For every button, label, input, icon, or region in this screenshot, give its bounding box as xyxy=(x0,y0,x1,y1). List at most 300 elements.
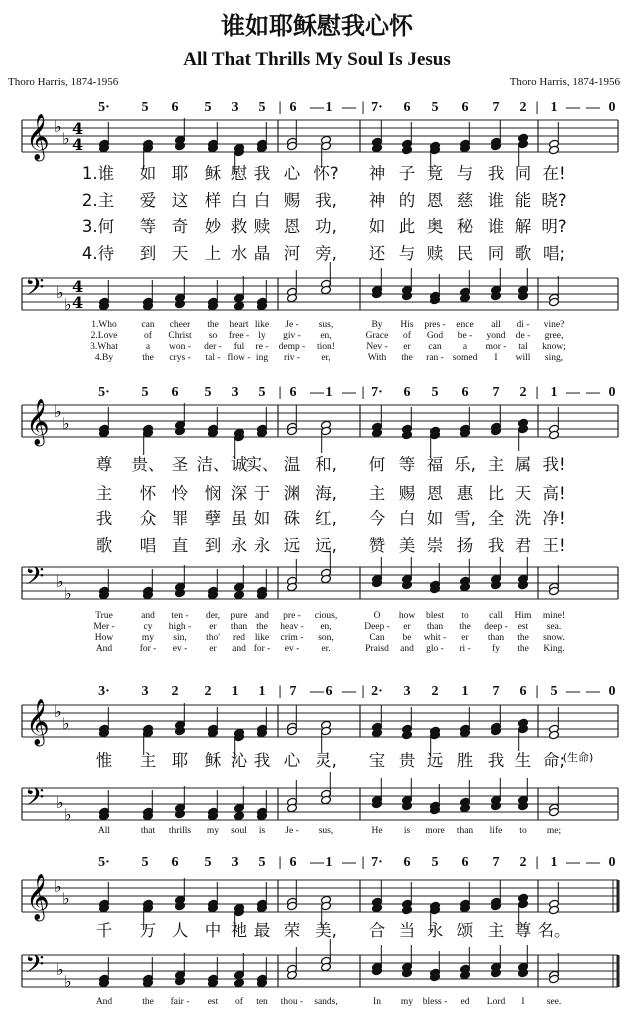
jianpu-note: 6 xyxy=(171,855,179,870)
lyric-syllable: 如 xyxy=(253,509,271,528)
jianpu-note: 6 xyxy=(519,684,527,699)
lyric-syllable: 颂 xyxy=(456,921,474,940)
lyric-word: snow. xyxy=(543,633,565,643)
flat-icon: ♭ xyxy=(64,805,72,824)
jianpu-note: 7 xyxy=(492,855,500,870)
jianpu-note: — xyxy=(586,855,600,870)
lyric-syllable: 谁 xyxy=(487,217,505,236)
lyric-word: King. xyxy=(543,644,565,654)
english-lyric-line xyxy=(0,353,634,365)
lyric-syllable: 全 xyxy=(487,509,505,528)
jianpu-note: — xyxy=(566,855,580,870)
lyric-word: whit - xyxy=(423,633,447,643)
jianpu-barline: | xyxy=(361,684,365,699)
lyric-syllable: 耶 xyxy=(171,751,189,770)
lyric-word: my xyxy=(141,633,155,643)
lyric-syllable: 心 xyxy=(283,164,301,183)
lyric-syllable: 万 xyxy=(139,921,157,940)
flat-icon: ♭ xyxy=(62,889,70,908)
lyric-syllable: 我 xyxy=(253,164,271,183)
lyric-word: can xyxy=(141,320,155,330)
lyric-syllable: 在! xyxy=(542,164,566,183)
lyric-word: will xyxy=(515,353,531,363)
lyric-word: and xyxy=(232,644,246,654)
jianpu-note: — xyxy=(342,385,356,400)
lyric-syllable: 和, xyxy=(315,455,337,474)
lyric-word: I xyxy=(521,997,525,1007)
lyric-word: er. xyxy=(321,644,331,654)
lyric-word: than xyxy=(230,622,248,632)
jianpu-note: 1 xyxy=(461,684,469,699)
jianpu-note: 6 xyxy=(171,100,179,115)
lyric-syllable: 属 xyxy=(514,455,532,474)
jianpu-note: 1 xyxy=(550,100,558,115)
jianpu-note: 2 xyxy=(519,100,527,115)
lyric-word: the xyxy=(401,353,413,363)
lyric-word: Praisd xyxy=(365,644,389,654)
lyric-syllable: 秘 xyxy=(456,217,474,236)
lyric-syllable: 稣 xyxy=(204,164,222,183)
hymn-title-english: All That Thrills My Soul Is Jesus xyxy=(183,49,451,70)
lyric-syllable: 奇 xyxy=(171,217,189,236)
jianpu-note: 5 xyxy=(431,100,439,115)
time-signature: 4 xyxy=(72,119,84,138)
lyric-syllable: 君 xyxy=(514,536,532,555)
lyric-word: than xyxy=(456,826,474,836)
lyric-word: of xyxy=(235,997,243,1007)
chinese-lyric-line xyxy=(0,532,634,555)
lyric-syllable: 白 xyxy=(230,191,248,210)
jianpu-note: 6 xyxy=(325,684,333,699)
jianpu-note: 7 xyxy=(289,684,297,699)
jianpu-row xyxy=(0,100,634,116)
lyric-word: soul xyxy=(231,826,247,836)
lyric-word: 2.Love xyxy=(90,331,118,341)
lyric-word: like xyxy=(254,320,270,330)
lyric-syllable: 谁 xyxy=(487,191,505,210)
lyric-syllable: 子 xyxy=(398,164,416,183)
lyric-syllable: 主 xyxy=(368,484,386,503)
chinese-lyric-line xyxy=(0,187,634,210)
lyric-word: de - xyxy=(515,331,531,341)
lyric-syllable: 此 xyxy=(398,217,416,236)
lyric-syllable: 水 xyxy=(230,244,248,263)
lyric-syllable: 于 xyxy=(253,484,271,503)
lyric-word: of xyxy=(144,331,152,341)
bass-staff xyxy=(0,274,634,324)
lyric-word: tal - xyxy=(205,353,221,363)
lyric-syllable: 美, xyxy=(315,921,337,940)
lyric-word: Deep - xyxy=(364,622,390,632)
lyric-word: I xyxy=(494,353,498,363)
lyric-syllable: 命; xyxy=(542,751,566,770)
lyric-syllable: 沁 xyxy=(230,751,248,770)
lyric-syllable: 主 xyxy=(487,455,505,474)
jianpu-note: — xyxy=(310,385,324,400)
lyric-syllable: 如 xyxy=(426,509,444,528)
lyric-syllable: 歌 xyxy=(95,536,113,555)
lyric-word: Christ xyxy=(168,331,192,341)
jianpu-note: 5 xyxy=(204,100,212,115)
jianpu-note: 5 xyxy=(258,385,266,400)
lyric-syllable: 白 xyxy=(253,191,271,210)
lyric-syllable: 最 xyxy=(253,921,271,940)
lyric-syllable: 恩 xyxy=(283,217,301,236)
lyric-word: know; xyxy=(542,342,566,352)
lyric-word: Mer - xyxy=(93,622,115,632)
lyric-word: the xyxy=(207,320,219,330)
flat-icon: ♭ xyxy=(56,793,64,812)
lyric-word: the xyxy=(517,644,529,654)
lyric-syllable: 惠 xyxy=(456,484,474,503)
jianpu-note: 5 xyxy=(431,855,439,870)
lyric-word: sus, xyxy=(318,320,334,330)
jianpu-barline: | xyxy=(361,100,365,115)
lyric-syllable: 宝 xyxy=(368,751,386,770)
lyric-word: ran - xyxy=(426,353,444,363)
lyric-syllable: 恩 xyxy=(426,191,444,210)
lyric-word: er xyxy=(209,644,217,654)
hymn-title-chinese: 谁如耶稣慰我心怀 xyxy=(221,12,413,40)
lyric-word: All xyxy=(97,826,111,836)
lyric-syllable: 千 xyxy=(95,921,113,940)
lyric-syllable: 同 xyxy=(514,164,532,183)
lyric-word: ten xyxy=(256,997,268,1007)
jianpu-note: 1 xyxy=(325,385,333,400)
lyric-syllable: 慈 xyxy=(456,191,474,210)
lyric-syllable: 如 xyxy=(368,217,386,236)
lyric-word: the xyxy=(256,622,268,632)
lyric-syllable: 我 xyxy=(487,536,505,555)
chinese-lyric-line xyxy=(0,160,634,183)
note-head xyxy=(234,978,245,988)
lyric-syllable: 名。 xyxy=(537,921,571,940)
lyric-syllable: 生 xyxy=(514,751,532,770)
lyric-syllable: 明? xyxy=(541,217,567,236)
jianpu-note: 3 xyxy=(231,385,239,400)
note-head xyxy=(234,590,245,600)
lyric-word: ev - xyxy=(284,644,300,654)
lyric-syllable: 永 xyxy=(426,921,444,940)
jianpu-note: 3 xyxy=(141,684,149,699)
lyric-syllable: 远, xyxy=(315,536,337,555)
lyric-word: In xyxy=(373,997,381,1007)
note-head xyxy=(234,811,245,821)
lyric-syllable: 虽 xyxy=(230,509,248,528)
lyric-word: di - xyxy=(516,320,530,330)
lyric-syllable: 何 xyxy=(368,455,386,474)
lyric-syllable: 净! xyxy=(542,509,566,528)
lyric-word: fair - xyxy=(170,997,190,1007)
lyric-syllable: 诚 xyxy=(230,455,248,474)
lyric-word: call xyxy=(489,611,503,621)
lyric-syllable: 我! xyxy=(542,455,566,474)
jianpu-note: 3· xyxy=(98,684,110,699)
lyric-word: 3.What xyxy=(90,342,118,352)
lyric-word: sea. xyxy=(546,622,562,632)
lyric-syllable: 赎 xyxy=(426,244,444,263)
lyric-word: a xyxy=(145,342,151,352)
jianpu-note: 6 xyxy=(403,100,411,115)
lyric-syllable: 扬 xyxy=(456,536,474,555)
lyric-syllable: 实、 xyxy=(245,455,279,474)
lyric-word: crys - xyxy=(169,353,191,363)
lyric-syllable: 贵、 xyxy=(131,455,165,474)
jianpu-note: 5 xyxy=(431,385,439,400)
lyric-word: pre - xyxy=(283,611,301,621)
lyric-word: ful xyxy=(233,342,245,352)
lyric-syllable: 远 xyxy=(426,751,444,770)
jianpu-note: 6 xyxy=(403,855,411,870)
jianpu-note: 3 xyxy=(231,855,239,870)
lyric-word: and xyxy=(141,611,155,621)
chinese-lyric-line xyxy=(0,480,634,503)
jianpu-note: 5· xyxy=(98,100,110,115)
treble-clef-icon: 𝄞 xyxy=(26,114,50,160)
lyric-word: ed xyxy=(460,997,470,1007)
flat-icon: ♭ xyxy=(54,117,62,136)
lyric-syllable: 我 xyxy=(95,509,113,528)
lyric-syllable: 奥 xyxy=(426,217,444,236)
lyric-syllable: 赞 xyxy=(368,536,386,555)
jianpu-note: 5 xyxy=(204,855,212,870)
jianpu-note: 2 xyxy=(204,684,212,699)
flat-icon: ♭ xyxy=(54,877,62,896)
lyric-word: ence xyxy=(456,320,474,330)
lyric-syllable: 唱 xyxy=(139,536,157,555)
chinese-lyric-line xyxy=(0,240,634,263)
jianpu-note: 3 xyxy=(231,100,239,115)
lyric-syllable: 悯 xyxy=(204,484,222,503)
jianpu-note: 5 xyxy=(141,855,149,870)
lyric-word: By xyxy=(371,320,383,330)
lyric-word: crim - xyxy=(280,633,304,643)
lyric-word: like xyxy=(254,633,270,643)
lyric-syllable: 4.待 xyxy=(81,244,115,263)
lyric-word: er xyxy=(461,633,469,643)
lyric-word: Lord xyxy=(486,997,506,1007)
chinese-lyric-line xyxy=(0,213,634,236)
lyric-word: life xyxy=(489,826,503,836)
lyric-word: blest xyxy=(426,611,444,621)
note-head xyxy=(234,301,245,311)
lyric-word: est xyxy=(517,622,529,632)
time-signature: 4 xyxy=(72,135,84,154)
lyric-word: He xyxy=(371,826,383,836)
lyric-word: is xyxy=(403,826,411,836)
lyric-word: vine? xyxy=(543,320,565,330)
lyric-syllable: 2.主 xyxy=(81,191,115,210)
lyric-word: ly xyxy=(258,331,266,341)
lyric-syllable: 等 xyxy=(139,217,157,236)
jianpu-barline: | xyxy=(278,684,282,699)
lyric-syllable: 今 xyxy=(368,509,386,528)
lyric-syllable: 我, xyxy=(315,191,337,210)
lyric-repeat-note: (生命) xyxy=(562,751,594,764)
lyric-syllable: 美 xyxy=(398,536,416,555)
jianpu-note: 1 xyxy=(550,385,558,400)
lyric-syllable: 怜 xyxy=(171,484,189,503)
lyric-word: more xyxy=(425,826,445,836)
lyric-syllable: 永 xyxy=(230,536,248,555)
lyric-syllable: 3.何 xyxy=(81,217,115,236)
lyric-word: fy xyxy=(492,644,500,654)
lyric-syllable: 福 xyxy=(426,455,444,474)
lyric-syllable: 歌 xyxy=(514,244,532,263)
lyric-syllable: 唱; xyxy=(542,244,566,263)
lyric-word: Je - xyxy=(285,826,299,836)
jianpu-barline: | xyxy=(535,855,539,870)
jianpu-note: — xyxy=(566,100,580,115)
lyric-syllable: 温 xyxy=(283,455,301,474)
lyric-syllable: 永 xyxy=(253,536,271,555)
lyric-syllable: 我 xyxy=(487,164,505,183)
jianpu-note: — xyxy=(310,100,324,115)
lyric-word: how xyxy=(398,611,416,621)
jianpu-note: 5 xyxy=(258,855,266,870)
lyric-word: heart xyxy=(229,320,249,330)
lyric-syllable: 洗 xyxy=(514,509,532,528)
lyric-syllable: 恩 xyxy=(426,484,444,503)
lyric-syllable: 红, xyxy=(315,509,337,528)
lyric-syllable: 荣 xyxy=(283,921,301,940)
jianpu-note: 1 xyxy=(258,684,266,699)
lyric-syllable: 人 xyxy=(171,921,189,940)
lyric-syllable: 稣 xyxy=(204,751,222,770)
lyric-syllable: 远 xyxy=(283,536,301,555)
lyric-word: Him xyxy=(514,611,532,621)
lyric-syllable: 到 xyxy=(139,244,157,263)
lyric-syllable: 慰 xyxy=(230,164,248,183)
lyric-syllable: 众 xyxy=(139,509,157,528)
treble-staff xyxy=(0,116,634,166)
lyric-syllable: 与 xyxy=(456,164,474,183)
lyric-word: to xyxy=(519,826,527,836)
lyric-word: can xyxy=(428,342,442,352)
lyric-syllable: 耶 xyxy=(171,164,189,183)
lyric-word: Grace xyxy=(365,331,389,341)
lyric-word: en, xyxy=(320,622,332,632)
lyric-word: er, xyxy=(321,353,331,363)
lyric-syllable: 我 xyxy=(487,751,505,770)
jianpu-note: 6 xyxy=(289,855,297,870)
lyric-word: a xyxy=(462,342,468,352)
lyric-syllable: 赎 xyxy=(253,217,271,236)
lyric-word: How xyxy=(94,633,114,643)
jianpu-note: 3 xyxy=(403,684,411,699)
lyric-word: be xyxy=(402,633,412,643)
lyric-syllable: 祂 xyxy=(230,921,248,940)
lyric-syllable: 主 xyxy=(95,484,113,503)
bass-clef-icon: 𝄢 xyxy=(25,562,45,597)
lyric-syllable: 主 xyxy=(487,921,505,940)
lyric-word: riv - xyxy=(283,353,301,363)
flat-icon: ♭ xyxy=(62,414,70,433)
jianpu-note: 0 xyxy=(608,100,616,115)
lyric-syllable: 主 xyxy=(139,751,157,770)
jianpu-note: 5 xyxy=(141,100,149,115)
lyric-syllable: 妙 xyxy=(204,217,222,236)
jianpu-note: 6 xyxy=(171,385,179,400)
lyric-word: sus, xyxy=(318,826,334,836)
lyric-word: and xyxy=(400,644,414,654)
english-lyric-line xyxy=(0,826,634,838)
lyric-syllable: 神 xyxy=(368,191,386,210)
lyric-word: is xyxy=(258,826,266,836)
treble-clef-icon: 𝄞 xyxy=(26,874,50,920)
jianpu-note: — xyxy=(310,855,324,870)
lyric-word: Nev - xyxy=(366,342,388,352)
treble-staff xyxy=(0,401,634,451)
lyric-syllable: 硃 xyxy=(283,509,301,528)
jianpu-barline: | xyxy=(535,100,539,115)
lyric-word: high - xyxy=(168,622,192,632)
lyric-word: Je - xyxy=(285,320,299,330)
lyric-syllable: 雪, xyxy=(454,509,476,528)
lyric-syllable: 高! xyxy=(542,484,566,503)
jianpu-barline: | xyxy=(535,684,539,699)
lyric-syllable: 我 xyxy=(253,751,271,770)
jianpu-note: 6 xyxy=(289,100,297,115)
lyric-word: sin, xyxy=(173,633,187,643)
lyric-syllable: 旁, xyxy=(315,244,337,263)
lyric-word: and xyxy=(255,611,269,621)
lyric-syllable: 同 xyxy=(487,244,505,263)
lyric-syllable: 胜 xyxy=(456,751,474,770)
jianpu-note: 7· xyxy=(371,855,383,870)
lyric-word: tion! xyxy=(317,342,335,352)
lyric-word: tal xyxy=(518,342,528,352)
treble-staff xyxy=(0,701,634,751)
lyric-word: that xyxy=(140,826,156,836)
chinese-lyric-line xyxy=(0,505,634,528)
treble-clef-icon: 𝄞 xyxy=(26,399,50,445)
bass-clef-icon: 𝄢 xyxy=(25,783,45,818)
lyric-word: en, xyxy=(320,331,332,341)
lyric-word: see. xyxy=(546,997,562,1007)
lyric-word: pure xyxy=(230,611,248,621)
jianpu-note: — xyxy=(342,855,356,870)
time-signature: 4 xyxy=(72,293,84,312)
lyric-syllable: 竟 xyxy=(426,164,444,183)
jianpu-note: — xyxy=(566,684,580,699)
lyric-word: 1.Who xyxy=(91,320,117,330)
lyric-word: cy xyxy=(143,622,153,632)
chinese-lyric-line xyxy=(0,747,634,770)
lyric-word: est xyxy=(207,997,219,1007)
jianpu-note: 7 xyxy=(492,684,500,699)
lyric-syllable: 河 xyxy=(283,244,301,263)
flat-icon: ♭ xyxy=(64,584,72,603)
bass-clef-icon: 𝄢 xyxy=(25,950,45,985)
jianpu-note: 2 xyxy=(431,684,439,699)
lyric-word: mor - xyxy=(485,342,507,352)
lyric-word: cheer xyxy=(169,320,191,330)
lyric-word: sing, xyxy=(544,353,564,363)
lyric-syllable: 赐 xyxy=(398,484,416,503)
lyric-syllable: 晶 xyxy=(253,244,271,263)
lyric-syllable: 天 xyxy=(171,244,189,263)
lyric-word: ev - xyxy=(172,644,188,654)
lyric-word: mine! xyxy=(542,611,566,621)
lyric-syllable: 崇 xyxy=(426,536,444,555)
composer-credit-left: Thoro Harris, 1874-1956 xyxy=(8,76,119,88)
jianpu-note: 0 xyxy=(608,385,616,400)
flat-icon: ♭ xyxy=(64,295,72,314)
lyric-word: all xyxy=(491,320,501,330)
lyric-word: than xyxy=(426,622,444,632)
jianpu-row xyxy=(0,385,634,401)
